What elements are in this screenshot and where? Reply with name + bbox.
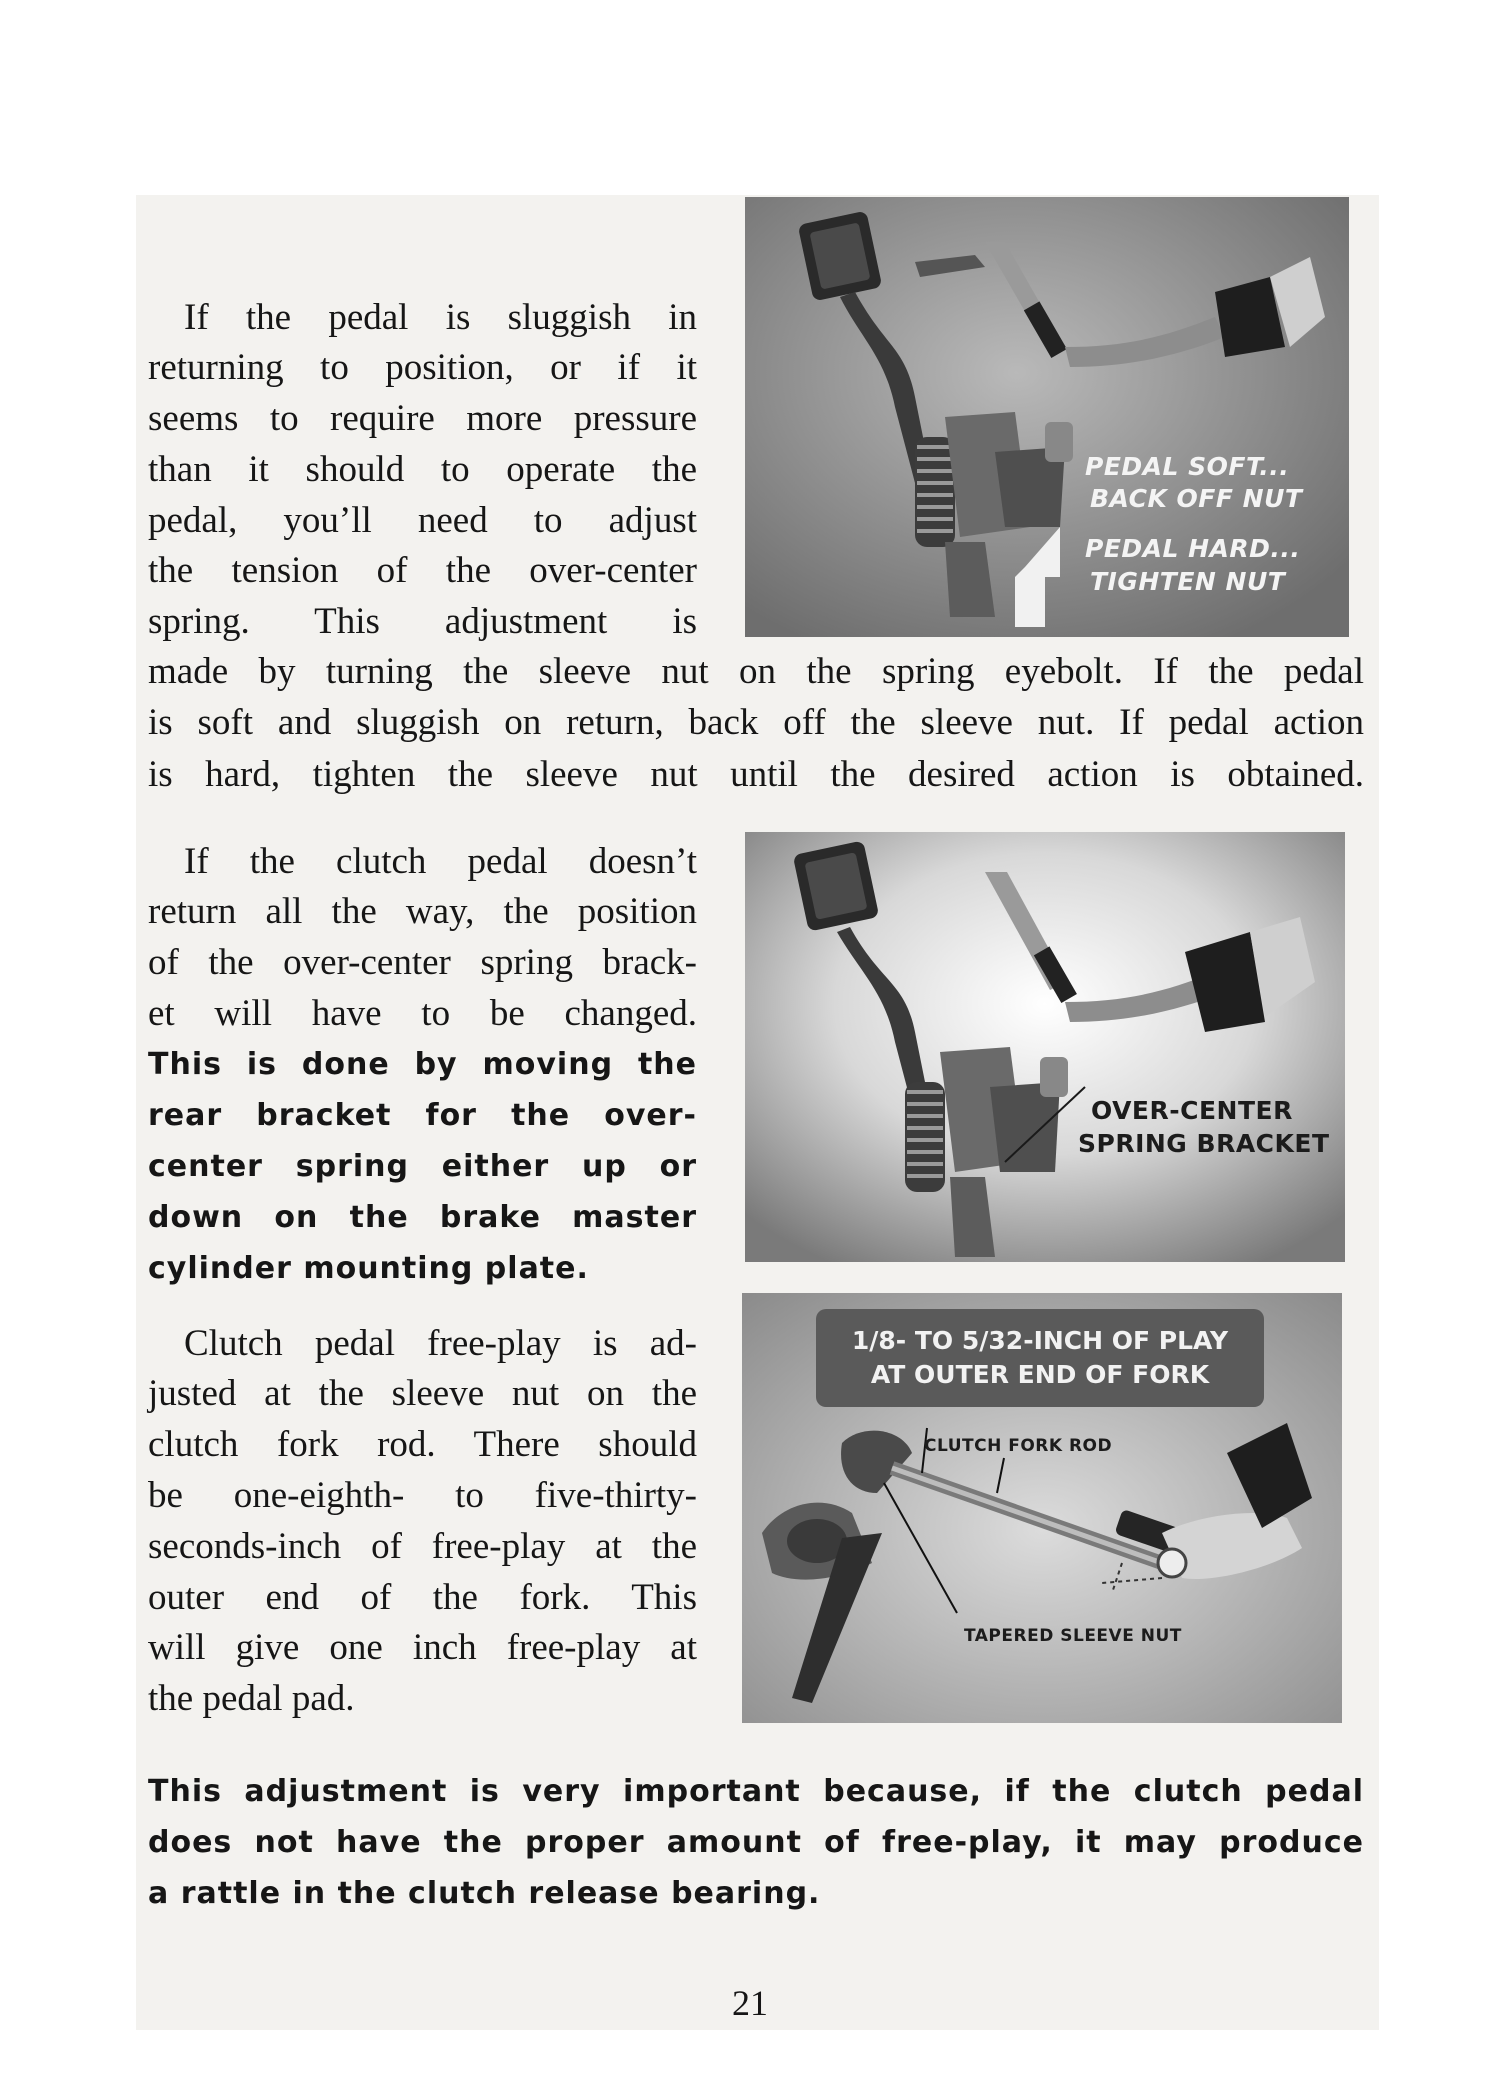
text-line: justed at the sleeve nut on the [148,1373,697,1414]
text-line: be one-eighth- to five-thirty- [148,1475,697,1516]
over-center-spring-icon [915,437,955,547]
text-line: et will have to be changed. [148,993,697,1034]
label-tapered-sleeve-nut: TAPERED SLEEVE NUT [964,1626,1182,1646]
text-line: spring. This adjustment is [148,601,697,642]
text-line: If the pedal is sluggish in [184,297,697,338]
text-line-bold: This is done by moving the [148,1047,697,1082]
text-line: If the clutch pedal doesn’t [184,841,697,882]
pedal-linkage-photo [745,197,1349,637]
page-number: 21 [732,1983,768,2023]
callout-spring-bracket: SPRING BRACKET [1078,1129,1330,1158]
over-center-spring-bracket-photo [745,832,1345,1262]
text-line-bold: a rattle in the clutch release bearing. [148,1876,821,1911]
callout-pedal-soft: PEDAL SOFT... [1085,452,1290,481]
text-line: will give one inch free-play at [148,1627,697,1668]
text-line: clutch fork rod. There should [148,1424,697,1465]
callout-over-center: OVER-CENTER [1091,1096,1293,1125]
text-line: seems to require more pressure [148,398,697,439]
text-line: return all the way, the position [148,891,697,932]
text-line-bold: center spring either up or [148,1149,697,1184]
text-line: pedal, you’ll need to adjust [148,500,697,541]
label-clutch-fork-rod: CLUTCH FORK ROD [924,1436,1113,1456]
text-line: made by turning the sleeve nut on the spring eyebolt. If the pedal [148,651,1364,692]
text-line: the tension of the over-center [148,550,697,591]
text-line-bold: down on the brake master [148,1200,697,1235]
text-line: of the over-center spring brack- [148,942,697,983]
callout-pedal-hard: PEDAL HARD... [1085,534,1301,563]
callout-play-line-1: 1/8- TO 5/32-INCH OF PLAY [851,1326,1229,1355]
callout-tighten-nut: TIGHTEN NUT [1090,567,1286,596]
text-line: the pedal pad. [148,1678,355,1719]
text-line: seconds-inch of free-play at the [148,1526,697,1567]
text-line: is soft and sluggish on return, back off the sleeve nut. If pedal action [148,702,1364,743]
spring-bracket-illustration [745,832,1345,1262]
text-line-bold: does not have the proper amount of free-play, it may produce [148,1825,1364,1860]
callout-back-off-nut: BACK OFF NUT [1090,484,1303,513]
text-line-bold: rear bracket for the over- [148,1098,697,1133]
free-play-callout-box [816,1309,1264,1407]
callout-play-line-2: AT OUTER END OF FORK [870,1360,1210,1389]
over-center-spring-icon [905,1082,945,1192]
text-line: outer end of the fork. This [148,1577,697,1618]
text-line-bold: cylinder mounting plate. [148,1251,589,1286]
clutch-fork-rod-photo [742,1293,1342,1723]
text-line: is hard, tighten the sleeve nut until the desired action is obtained. [148,754,1364,795]
text-line: than it should to operate the [148,449,697,490]
text-line-bold: This adjustment is very important because, if the clutch pedal [148,1774,1364,1809]
text-line: Clutch pedal free-play is ad- [184,1323,697,1364]
text-line: returning to position, or if it [148,347,697,388]
